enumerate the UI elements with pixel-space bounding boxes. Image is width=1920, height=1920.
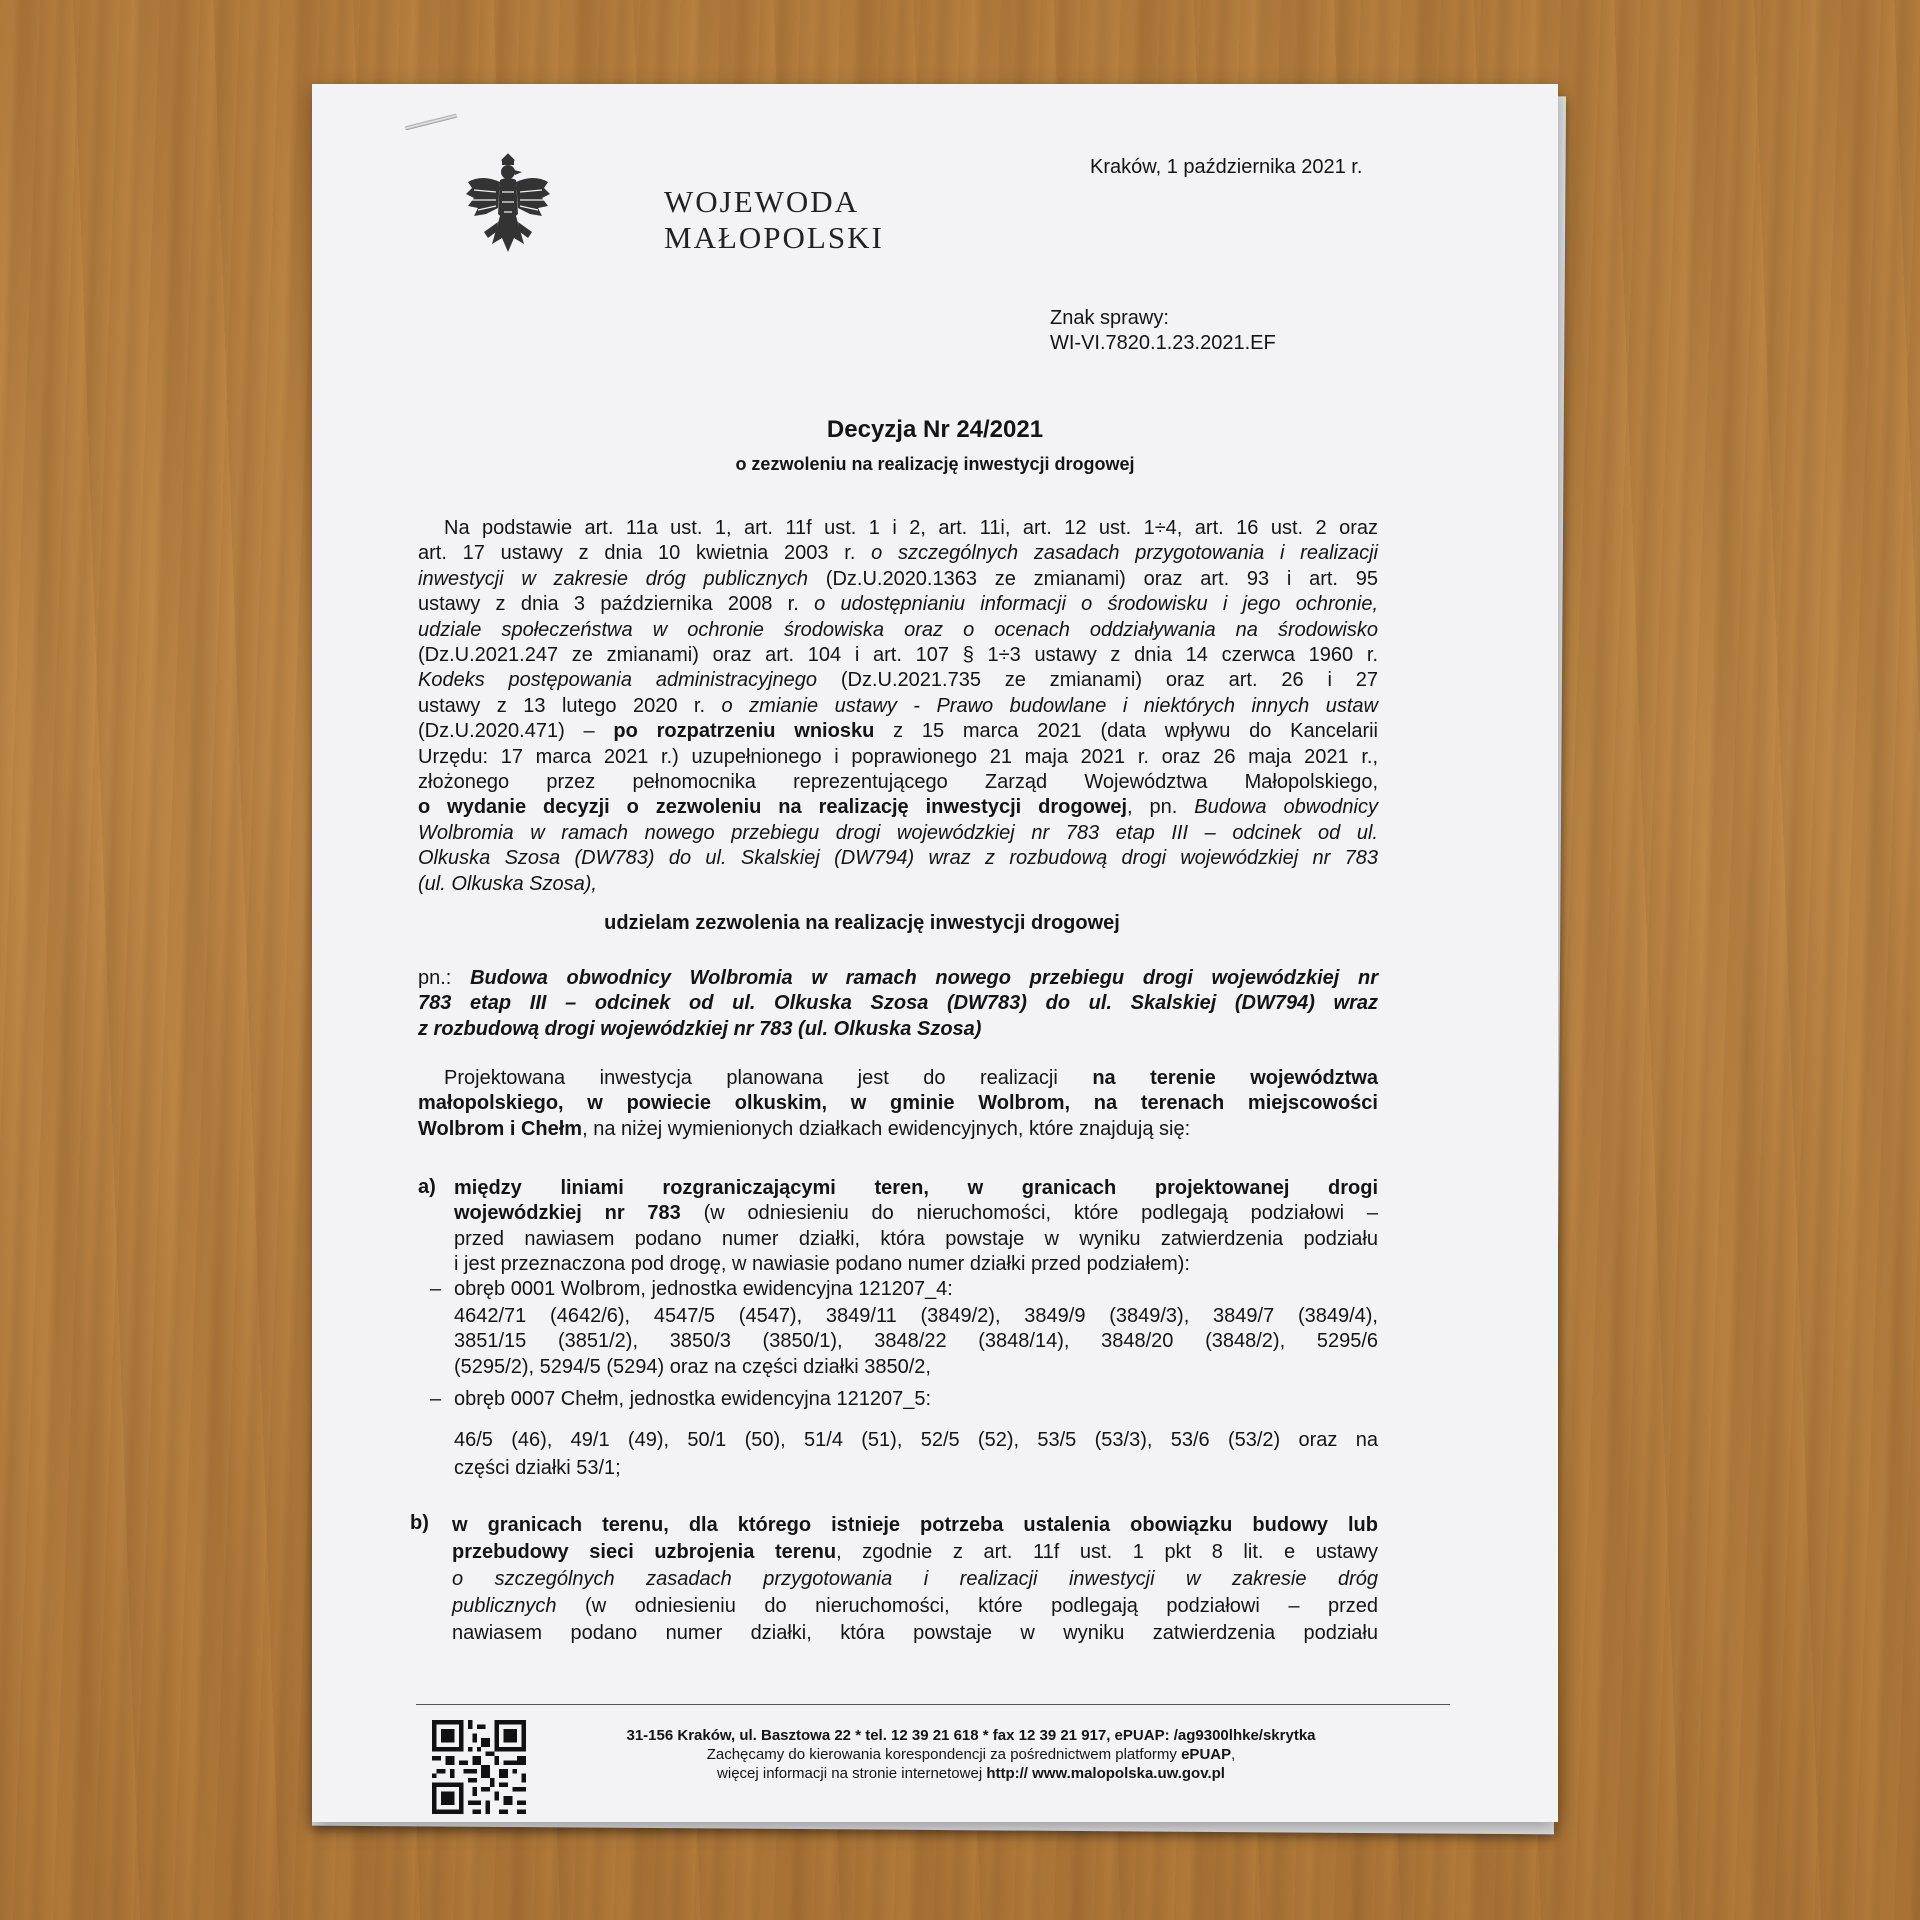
legal-basis-line: udziale społeczeństwa w ochronie środowiska oraz o ocenach oddziaływania na środowisko xyxy=(418,618,1378,641)
section-a-paragraph xyxy=(454,1176,1378,1278)
location-paragraph xyxy=(418,1066,1378,1142)
section-a-marker: a) xyxy=(418,1176,436,1198)
legal-basis-line: art. 17 ustawy z dnia 10 kwietnia 2003 r. o szczególnych zasadach przygotowania i realizacji xyxy=(418,542,1378,565)
staple xyxy=(404,114,457,131)
footer-address: 31-156 Kraków, ul. Basztowa 22 * tel. 12 39 21 618 * fax 12 39 21 917, ePUAP: /ag9300lhke/skrytka xyxy=(626,1727,1316,1744)
footer-divider xyxy=(416,1704,1450,1705)
project-name-line: z rozbudową drogi wojewódzkiej nr 783 (ul. Olkuska Szosa) xyxy=(418,1017,982,1040)
parcels-chelm xyxy=(454,1426,1378,1482)
parcel-line: (5295/2), 5294/5 (5294) oraz na części działki 3850/2, xyxy=(454,1355,931,1378)
legal-basis-line: Wolbromia w ramach nowego przebiegu drogi wojewódzkiej nr 783 etap III – odcinek od ul. xyxy=(418,821,1378,844)
legal-basis-line: Kodeks postępowania administracyjnego (Dz.U.2021.735 ze zmianami) oraz art. 26 i 27 xyxy=(418,669,1378,692)
dash-marker: – xyxy=(430,1388,442,1410)
legal-basis-line: Olkuska Szosa (DW783) do ul. Skalskiej (DW794) wraz z rozbudową drogi wojewódzkiej nr 783 xyxy=(418,847,1378,870)
legal-basis-paragraph xyxy=(418,516,1378,897)
brand-line-1: WOJEWODA xyxy=(664,184,860,219)
issuer-brand xyxy=(664,184,884,256)
legal-basis-line: złożonego przez pełnomocnika reprezentującego Zarząd Województwa Małopolskiego, xyxy=(418,771,1378,794)
decision-subtitle: o zezwoleniu na realizację inwestycji drogowej xyxy=(735,454,1135,474)
eagle-emblem-icon xyxy=(462,152,554,268)
decision-title: Decyzja Nr 24/2021 xyxy=(826,416,1044,443)
grant-statement: udzielam zezwolenia na realizację inwestycji drogowej xyxy=(604,912,1120,934)
section-b-line: w granicach terenu, dla którego istnieje potrzeba ustalenia obowiązku budowy lub xyxy=(452,1514,1378,1536)
legal-basis-line: Na podstawie art. 11a ust. 1, art. 11f ust. 1 i 2, art. 11i, art. 12 ust. 1÷4, art. 16 ust. 2 oraz xyxy=(444,517,1378,539)
parcel-line: części działki 53/1; xyxy=(454,1457,621,1479)
section-b-line: nawiasem podano numer działki, która powstaje w wyniku zatwierdzenia podziału xyxy=(452,1622,1378,1644)
location-line: Projektowana inwestycja planowana jest do realizacji na terenie województwa xyxy=(444,1067,1379,1089)
precinct-chelm: obręb 0007 Chełm, jednostka ewidencyjna 121207_5: xyxy=(454,1388,932,1410)
section-b-line: o szczególnych zasadach przygotowania i realizacji inwestycji w zakresie dróg xyxy=(452,1568,1378,1590)
section-a-line: przed nawiasem podano numer działki, która powstaje w wyniku zatwierdzenia podziału xyxy=(454,1227,1378,1250)
legal-basis-line: (Dz.U.2021.247 ze zmianami) oraz art. 104 i art. 107 § 1÷3 ustawy z dnia 14 czerwca 1960 r. xyxy=(418,644,1378,667)
website-link[interactable]: http:// www.malopolska.uw.gov.pl xyxy=(986,1765,1225,1782)
legal-basis-line: inwestycji w zakresie dróg publicznych (Dz.U.2020.1363 ze zmianami) oraz art. 93 i art. 95 xyxy=(418,567,1378,590)
section-b-marker: b) xyxy=(410,1512,429,1534)
section-b-line: publicznych (w odniesieniu do nieruchomości, które podlegają podziałowi – przed xyxy=(452,1595,1378,1617)
project-name-line: 783 etap III – odcinek od ul. Olkuska Szosa (DW783) do ul. Skalskiej (DW794) wraz xyxy=(418,992,1378,1015)
section-a-line: między liniami rozgraniczającymi teren, w granicach projektowanej drogi xyxy=(454,1177,1378,1199)
parcel-line: 46/5 (46), 49/1 (49), 50/1 (50), 51/4 (51), 52/5 (52), 53/5 (53/3), 53/6 (53/2) oraz na xyxy=(454,1429,1378,1451)
parcel-line: 4642/71 (4642/6), 4547/5 (4547), 3849/11 (3849/2), 3849/9 (3849/3), 3849/7 (3849/4), xyxy=(454,1305,1378,1327)
location-line: małopolskiego, w powiecie olkuskim, w gminie Wolbrom, na terenach miejscowości xyxy=(418,1092,1378,1115)
section-b-paragraph xyxy=(452,1512,1378,1647)
case-reference xyxy=(1050,306,1276,356)
location-line: Wolbrom i Chełm, na niżej wymienionych działkach ewidencyjnych, które znajdują się: xyxy=(418,1117,1191,1140)
parcel-line: 3851/15 (3851/2), 3850/3 (3850/1), 3848/22 (3848/14), 3848/20 (3848/2), 5295/6 xyxy=(454,1330,1378,1353)
parcels-wolbrom xyxy=(454,1304,1378,1380)
document-page xyxy=(312,84,1558,1822)
section-b-line: przebudowy sieci uzbrojenia terenu, zgodnie z art. 11f ust. 1 pkt 8 lit. e ustawy xyxy=(452,1541,1378,1563)
footer-epuap-note: Zachęcamy do kierowania korespondencji za pośrednictwem platformy ePUAP, xyxy=(706,1746,1236,1763)
legal-basis-line: (Dz.U.2020.471) – po rozpatrzeniu wniosku z 15 marca 2021 (data wpływu do Kancelarii xyxy=(418,720,1378,743)
qr-code-icon xyxy=(432,1720,526,1814)
legal-basis-line: Urzędu: 17 marca 2021 r.) uzupełnionego i poprawionego 21 maja 2021 r. oraz 26 maja 2021 r., xyxy=(418,745,1378,768)
footer-website-note: więcej informacji na stronie internetowej http:// www.malopolska.uw.gov.pl xyxy=(717,1765,1225,1782)
brand-line-2: MAŁOPOLSKI xyxy=(664,220,884,255)
dash-marker: – xyxy=(430,1278,442,1300)
legal-basis-line: ustawy z 13 lutego 2020 r. o zmianie ustawy - Prawo budowlane i niektórych innych ustaw xyxy=(418,694,1379,717)
case-number: WI-VI.7820.1.23.2021.EF xyxy=(1050,332,1276,354)
section-a-line: wojewódzkiej nr 783 (w odniesieniu do nieruchomości, które podlegają podziałowi – xyxy=(454,1202,1379,1225)
legal-basis-line: ustawy z dnia 3 października 2008 r. o udostępnianiu informacji o środowisku i jego ochronie, xyxy=(418,593,1378,616)
section-a-line: i jest przeznaczona pod drogę, w nawiasie podano numer działki przed podziałem): xyxy=(454,1253,1190,1276)
document-date: Kraków, 1 października 2021 r. xyxy=(1090,156,1363,178)
project-name-line: pn.: Budowa obwodnicy Wolbromia w ramach nowego przebiegu drogi wojewódzkiej nr xyxy=(418,967,1378,989)
legal-basis-line: o wydanie decyzji o zezwoleniu na realizację inwestycji drogowej, pn. Budowa obwodnicy xyxy=(418,796,1378,819)
precinct-wolbrom: obręb 0001 Wolbrom, jednostka ewidencyjna 121207_4: xyxy=(454,1278,953,1300)
footer-contact xyxy=(546,1726,1396,1783)
legal-basis-line: (ul. Olkuska Szosa), xyxy=(418,872,597,895)
case-label: Znak sprawy: xyxy=(1050,307,1169,329)
project-name-block xyxy=(418,966,1378,1042)
